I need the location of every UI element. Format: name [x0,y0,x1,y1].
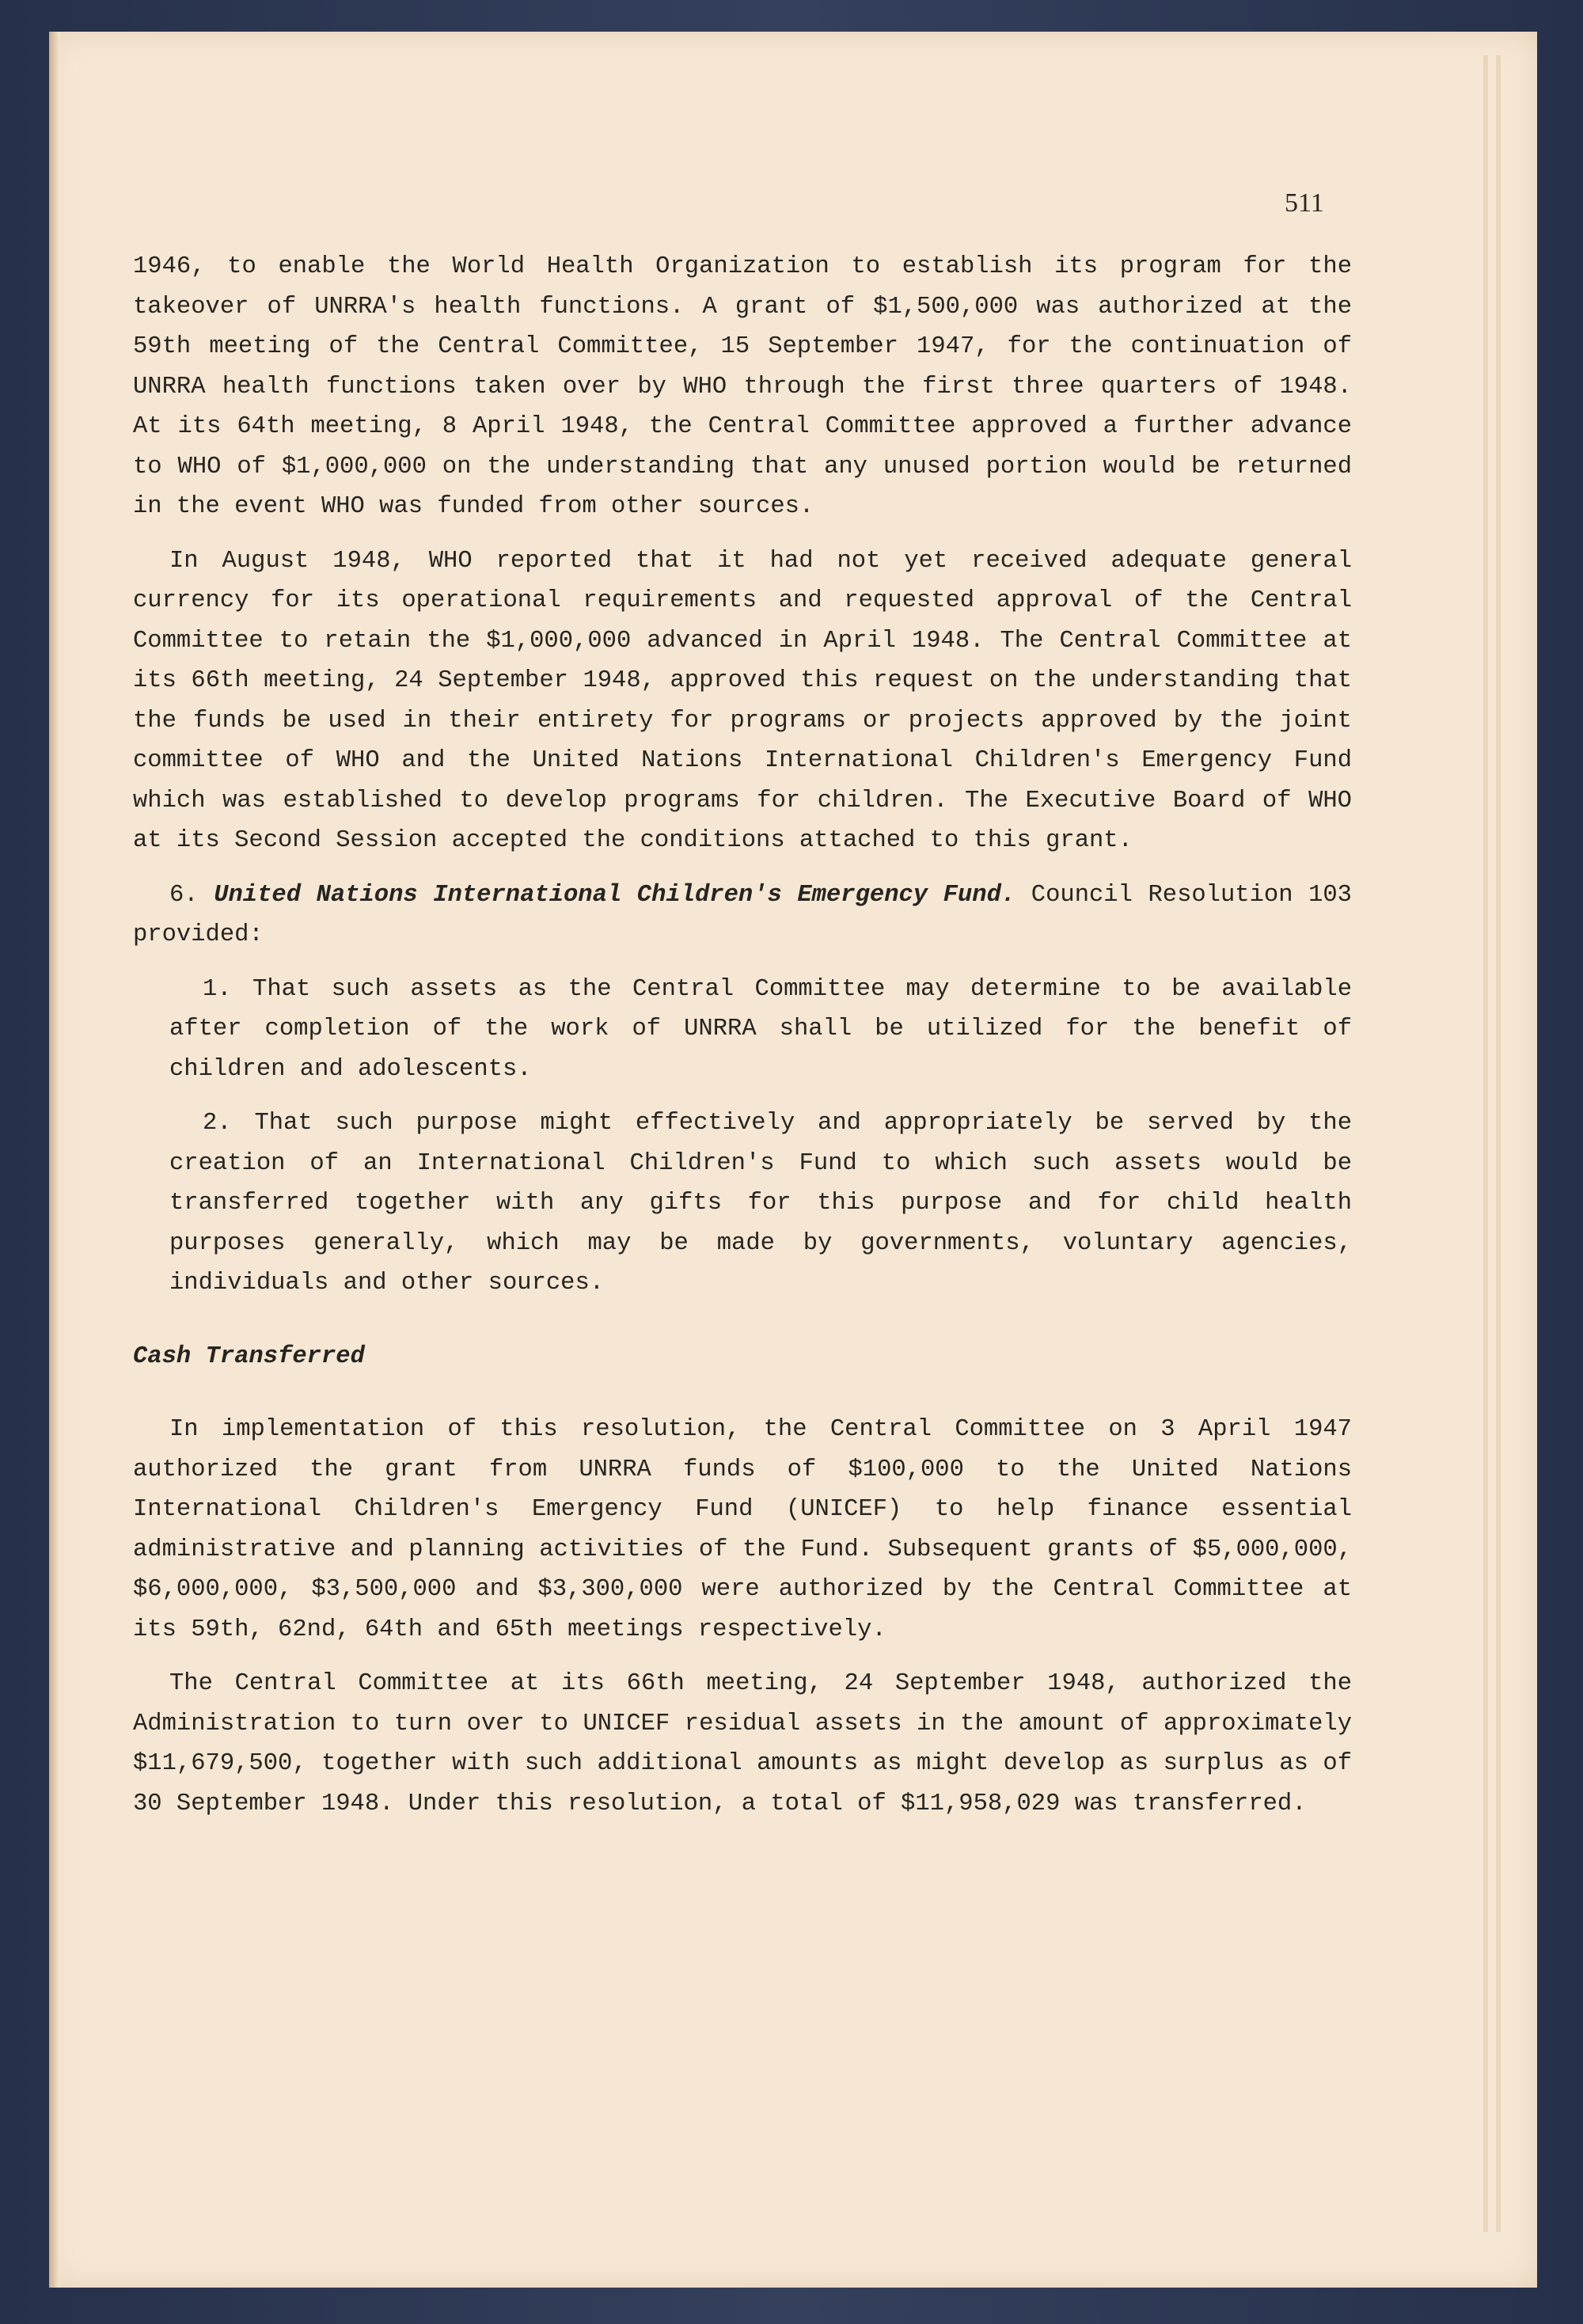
resolution-text: Council Resolution 103 provided: [133,881,1352,948]
paragraph-unicef-heading [133,875,1352,955]
page-content [133,247,1352,1838]
page-number: 511 [1285,188,1324,218]
page-edge [1496,55,1501,2232]
paragraph-cash-grants: In implementation of this resolution, the Central Committee on 3 April 1947 authorized the grant from UNRRA funds of $100,000 to the United Nations International Children's Emergency Fund (UNICEF) to help finance essential administrative and planning activities of the Fund. Subsequent grants of $5,000,000, $6,000,000, $3,500,000 and $3,300,000 were authorized by the Central Committee at its 59th, 62nd, 64th and 65th meetings respectively. [133,1416,1352,1643]
item-number: 6. [169,881,199,909]
page-edge [1483,55,1488,2232]
section-heading-cash-transferred: Cash Transferred [133,1342,365,1370]
paragraph-who-august-1948: In August 1948, WHO reported that it had not yet received adequate general currency for its operational requirements and requested approval of the Central Committee to retain the $1,000,000 advanced in April 1948. The Central Committee at its 66th meeting, 24 September 1948, approved this request on the understanding that the funds be used in their entirety for programs or projects approved by the joint committee of WHO and the United Nations International Children's Emergency Fund which was established to develop programs for children. The Executive Board of WHO at its Second Session accepted the conditions attached to this grant. [133,547,1352,854]
unicef-heading: United Nations International Children's Emergency Fund. [214,881,1016,909]
resolution-item-1: 1. That such assets as the Central Committee may determine to be available after completion of the work of UNRRA shall be utilized for the benefit of children and adolescents. [169,975,1352,1083]
resolution-item-2: 2. That such purpose might effectively and appropriately be served by the creation of an International Children's Fund to which such assets would be transferred together with any gifts for this purpose and for child health purposes generally, which may be made by governments, voluntary agencies, individuals and other sources. [169,1110,1352,1297]
page-gutter [49,32,60,2288]
paragraph-who-grants: 1946, to enable the World Health Organization to establish its program for the takeover of UNRRA's health functions. A grant of $1,500,000 was authorized at the 59th meeting of the Central Committee, 15 September 1947, for the continuation of UNRRA health functions taken over by WHO through the first three quarters of 1948. At its 64th meeting, 8 April 1948, the Central Committee approved a further advance to WHO of $1,000,000 on the understanding that any unused portion would be returned in the event WHO was funded from other sources. [133,253,1352,520]
paragraph-residual-assets: The Central Committee at its 66th meeting, 24 September 1948, authorized the Administration to turn over to UNICEF residual assets in the amount of approximately $11,679,500, together with such additional amounts as might develop as surplus as of 30 September 1948. Under this resolution, a total of $11,958,029 was transferred. [133,1670,1352,1817]
